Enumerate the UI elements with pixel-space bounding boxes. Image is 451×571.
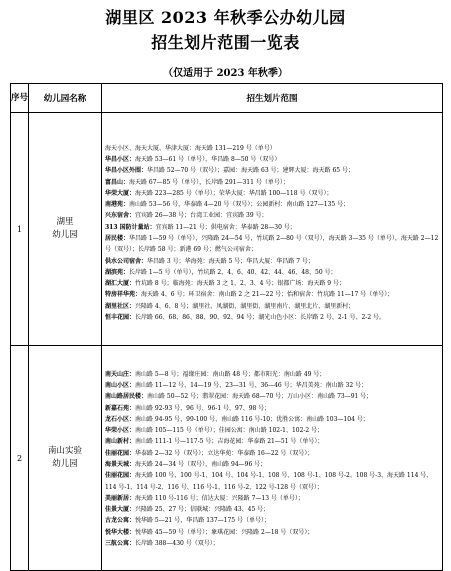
header-enrollment-scope: 招生划片范围 — [102, 84, 443, 113]
kindergarten-name-line: 幼儿园 — [52, 459, 78, 469]
scope-line: 龙石小区：南山路 94-95 号、99-100 号、南山路 116 号-10；优胜公寓：南山路 103—104 号； — [105, 415, 369, 423]
scope-line: 佳丽花园：海天路 100 号、100 号-1、104 号、104 号-1、108 号、108 号-1、108 号-2、108 号-3、海天路 114 号、114 号-1、114 号-2、116 号、116 号-1、116 号-2、122 号-128 号（双号）； — [105, 472, 433, 491]
table-row — [11, 113, 443, 346]
scope-line: 华荣大厦：海天路 223—285 号（单号）；荣华大厦：华昌路 100—118 号（双号）； — [105, 189, 333, 197]
enrollment-scope — [102, 113, 443, 346]
scope-line: 美丽新居：海天路 110 号-116 号；信达大厦：兴隆路 7—13 号（单号）； — [105, 494, 304, 502]
scope-line: 兴东宿舍：宜宾路 26—38 号；台湾工业园：宜宾路 39 号； — [105, 212, 268, 220]
header-no: 序号 — [11, 84, 29, 113]
scope-line: 南天山庄：南山路 5—8 号；福缘庄园：南山路 48 号；都市阳光：南山路 49 号； — [105, 370, 326, 378]
scope-line: 湖滨苑：长岸路 1—5 号（单号），竹坑路 2、4、6、40、42、44、46、48、50 号； — [105, 268, 337, 276]
scope-line: 佳丽花园：华泰路 2—32 号（双号）；立达华苑：华泰路 16—22 号（双号）； — [105, 449, 314, 457]
kindergarten-name — [29, 113, 102, 346]
scope-line: 特房祥华苑：海天路 4、6 号；环卫宿舍：南山路 2 之 21—22 号；怡和宿舍：竹坑路 11—17 号（单号）； — [105, 291, 394, 299]
scope-line: 新嘉石苑：南山路 92-93 号、96 号、96-1 号、97、98 号； — [105, 404, 271, 412]
scope-line: 海天小区、海天大厦、华津大厦：海天路 131—219 号（单号） — [105, 144, 276, 152]
scope-line: 古龙公寓：悦华路 5—21 号，华昌路 137—175 号（单号）； — [105, 517, 271, 525]
scope-line: 南山新村：南山路 111-1 号—117-5 号；吉海花园：华泰路 21—51 号（单号）； — [105, 438, 324, 446]
enrollment-zone-table — [10, 83, 443, 571]
scope-line: 富昌山：海天路 67—85 号（单号），长岸路 291—311 号（单号）； — [105, 178, 289, 186]
scope-line: 恒丰花园：长岸路 66、68、86、88、90、92、94 号；湖光山色小区：长岸路 2 号、2-1 号、2-2 号。 — [105, 314, 386, 322]
scope-line: 三航公寓：长岸路 388—430 号（双号）； — [105, 540, 219, 548]
document-title-line2: 招生划片范围一览表 — [151, 33, 300, 52]
scope-line: 南港苑：南山路 53—56 号，华泰路 4—20 号（双号）；公园新村：南山路 127—135 号； — [105, 201, 350, 209]
header-kindergarten-name: 幼儿园名称 — [29, 84, 102, 113]
scope-line: 供水公司宿舍：华昌路 3 号；华海苑：海天路 5 号；华昌大厦：华昌路 7 号； — [105, 257, 314, 265]
document-title-line1: 湖里区 2023 年秋季公办幼儿园 — [105, 8, 346, 27]
scope-line: 悦华大楼：悦华路 45—59 号（单号）；象琪花园：兴隆路 2—18 号（双号）； — [105, 528, 314, 536]
table-header-row — [11, 84, 443, 113]
kindergarten-name-line: 幼儿园 — [52, 230, 78, 240]
scope-line: 湖汇大厦：竹坑路 8 号；临海苑：海天路 3 之 1、2、3、4 号；银都广场：海天路 9 号； — [105, 280, 345, 288]
row-number: 1 — [11, 113, 29, 346]
scope-line: 华荣小区：南山路 105—115 号（单号）；佳园公寓：南山路 102-1、102-2 号； — [105, 427, 324, 435]
scope-line: 居民楼：华昌路 1—59 号（单号），兴隆路 24—54 号，竹坑路 2—80 号（双号），海天路 3—35 号（单号），海天路 2—12 号（双号）；长岸路 58 号；新港 69 号；燃气公司宿舍； — [105, 235, 439, 254]
scope-line: 华昌小区外围：华昌路 52—70 号（双号）；嘉园：海天路 63 号；建辉大厦：海天路 65 号； — [105, 167, 354, 175]
scope-line: 南山路居民楼：南山路 50—52 号；翡翠花园：海天路 68—70 号；万山小区：南山路 73—91 号； — [105, 393, 373, 401]
kindergarten-name — [29, 346, 102, 571]
document-subtitle: （仅适用于 2023 年秋季） — [163, 68, 288, 79]
kindergarten-name-line: 湖里 — [56, 217, 74, 227]
scope-line: 海景天城：海天路 24—34 号（双号），南山路 94—96 号； — [105, 461, 267, 468]
scope-line: 南山小区：南山路 11—12 号、14—19 号、23—31 号、36—46 号；华昌美苑：南山路 32 号； — [105, 381, 368, 389]
scope-line: 313 国防计量站：宜宾路 11—21 号；供电宿舍：华泰路 28—30 号； — [105, 223, 296, 231]
scope-line: 佳景大厦：兴隆路 25、27 号；信联城：兴隆路 43、45 号； — [105, 506, 270, 514]
scope-line: 湖里社区：兴隆路 4、6、8 号；湖里社、凤湖街、湖里街、湖里南片、湖里北片、湖里新村； — [105, 302, 355, 310]
kindergarten-name-line: 南山实验 — [47, 446, 82, 456]
scope-line: 华昌小区：海天路 53—61 号（单号），华昌路 8—50 号（双号） — [105, 155, 281, 163]
table-row — [11, 346, 443, 571]
row-number: 2 — [11, 346, 29, 571]
enrollment-scope — [102, 346, 443, 571]
